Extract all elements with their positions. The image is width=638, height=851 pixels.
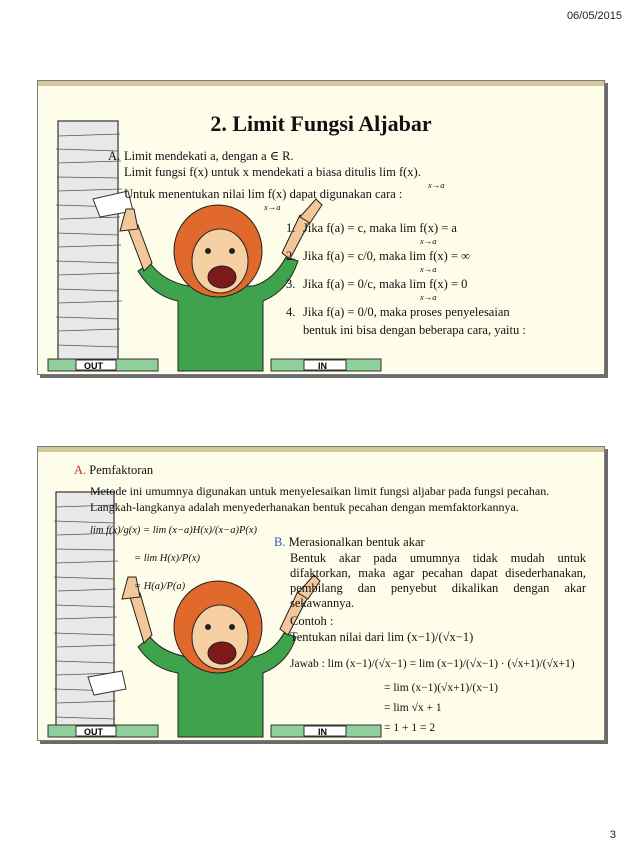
rule-1-num: 1. xyxy=(286,221,296,235)
out-tray-icon xyxy=(48,725,158,737)
factor-eq2: = lim H(x)/P(x) xyxy=(134,553,200,564)
section-a-label: A. xyxy=(108,149,121,163)
rule-2-text: Jika f(a) = c/0, maka lim f(x) = ∞ xyxy=(303,249,471,263)
section-a-letter: A. xyxy=(74,463,87,477)
jawab-line: Jawab : lim (x−1)/(√x−1) = lim (x−1)/(√x−1) · (√x+1)/(√x+1) xyxy=(290,658,575,670)
section-a-title: Pemfaktoran xyxy=(89,463,154,477)
section-a-para2: Langkah-langkanya adalah menyederhanakan bentuk pecahan dengan memfaktorkannya. xyxy=(90,500,519,514)
rule-2-sub: x→a xyxy=(420,264,437,274)
header-date: 06/05/2015 xyxy=(566,10,622,22)
rule-1-sub: x→a xyxy=(420,236,437,246)
section-a-para1: Metode ini umumnya digunakan untuk menyelesaikan limit fungsi aljabar pada fungsi pecahan. xyxy=(90,484,550,498)
example-question: Tentukan nilai dari lim (x−1)/(√x−1) xyxy=(290,630,474,644)
section-b-letter: B. xyxy=(274,535,286,549)
rule-4-text: Jika f(a) = 0/0, maka proses penyelesaian xyxy=(303,305,510,319)
slide-title: 2. Limit Fungsi Aljabar xyxy=(210,111,432,136)
factor-eq1: lim f(x)/g(x) = lim (x−a)H(x)/(x−a)P(x) xyxy=(90,525,258,536)
answer-step-4: = 1 + 1 = 2 xyxy=(384,722,436,734)
slide-2 xyxy=(37,446,605,741)
out-label: OUT xyxy=(84,727,103,737)
rule-3-sub: x→a xyxy=(420,292,437,302)
section-a-line3: Untuk menentukan nilai lim f(x) dapat digunakan cara : xyxy=(124,187,403,201)
rule-2-num: 2. xyxy=(286,249,296,263)
rule-1-text: Jika f(a) = c, maka lim f(x) = a xyxy=(303,221,457,235)
in-label: IN xyxy=(318,727,327,737)
paper-stack-icon xyxy=(56,121,133,366)
section-a-line3-sub: x→a xyxy=(264,202,281,212)
section-a-line2: Limit fungsi f(x) untuk x mendekati a biasa ditulis lim f(x). xyxy=(124,165,421,179)
out-label: OUT xyxy=(84,361,103,371)
section-b-heading xyxy=(274,535,425,550)
factor-eq3: = H(a)/P(a) xyxy=(134,581,186,592)
contoh-label: Contoh : xyxy=(290,614,334,628)
out-tray-icon xyxy=(48,359,158,371)
section-b-title: Merasionalkan bentuk akar xyxy=(288,535,425,549)
section-a-line1: Limit mendekati a, dengan a ∈ R. xyxy=(124,149,294,163)
rule-4-num: 4. xyxy=(286,305,296,319)
answer-step-3: = lim √x + 1 xyxy=(384,702,442,714)
rule-3-text: Jika f(a) = 0/c, maka lim f(x) = 0 xyxy=(303,277,468,291)
answer-step-2: = lim (x−1)(√x+1)/(x−1) xyxy=(384,682,499,694)
in-label: IN xyxy=(318,361,327,371)
rule-3-num: 3. xyxy=(286,277,296,291)
rule-4-continuation: bentuk ini bisa dengan beberapa cara, yaitu : xyxy=(303,323,526,337)
section-a-heading xyxy=(74,463,153,478)
slide-1 xyxy=(37,80,605,375)
section-b-paragraph: Bentuk akar pada umumnya tidak mudah untuk difaktorkan, maka agar pecahan dapat disederhanakan, pembilang dan penyebut dikalikan dengan akar sekawannya. xyxy=(290,551,586,610)
section-a-line2-sub: x→a xyxy=(428,180,445,190)
page-number: 3 xyxy=(609,829,616,841)
